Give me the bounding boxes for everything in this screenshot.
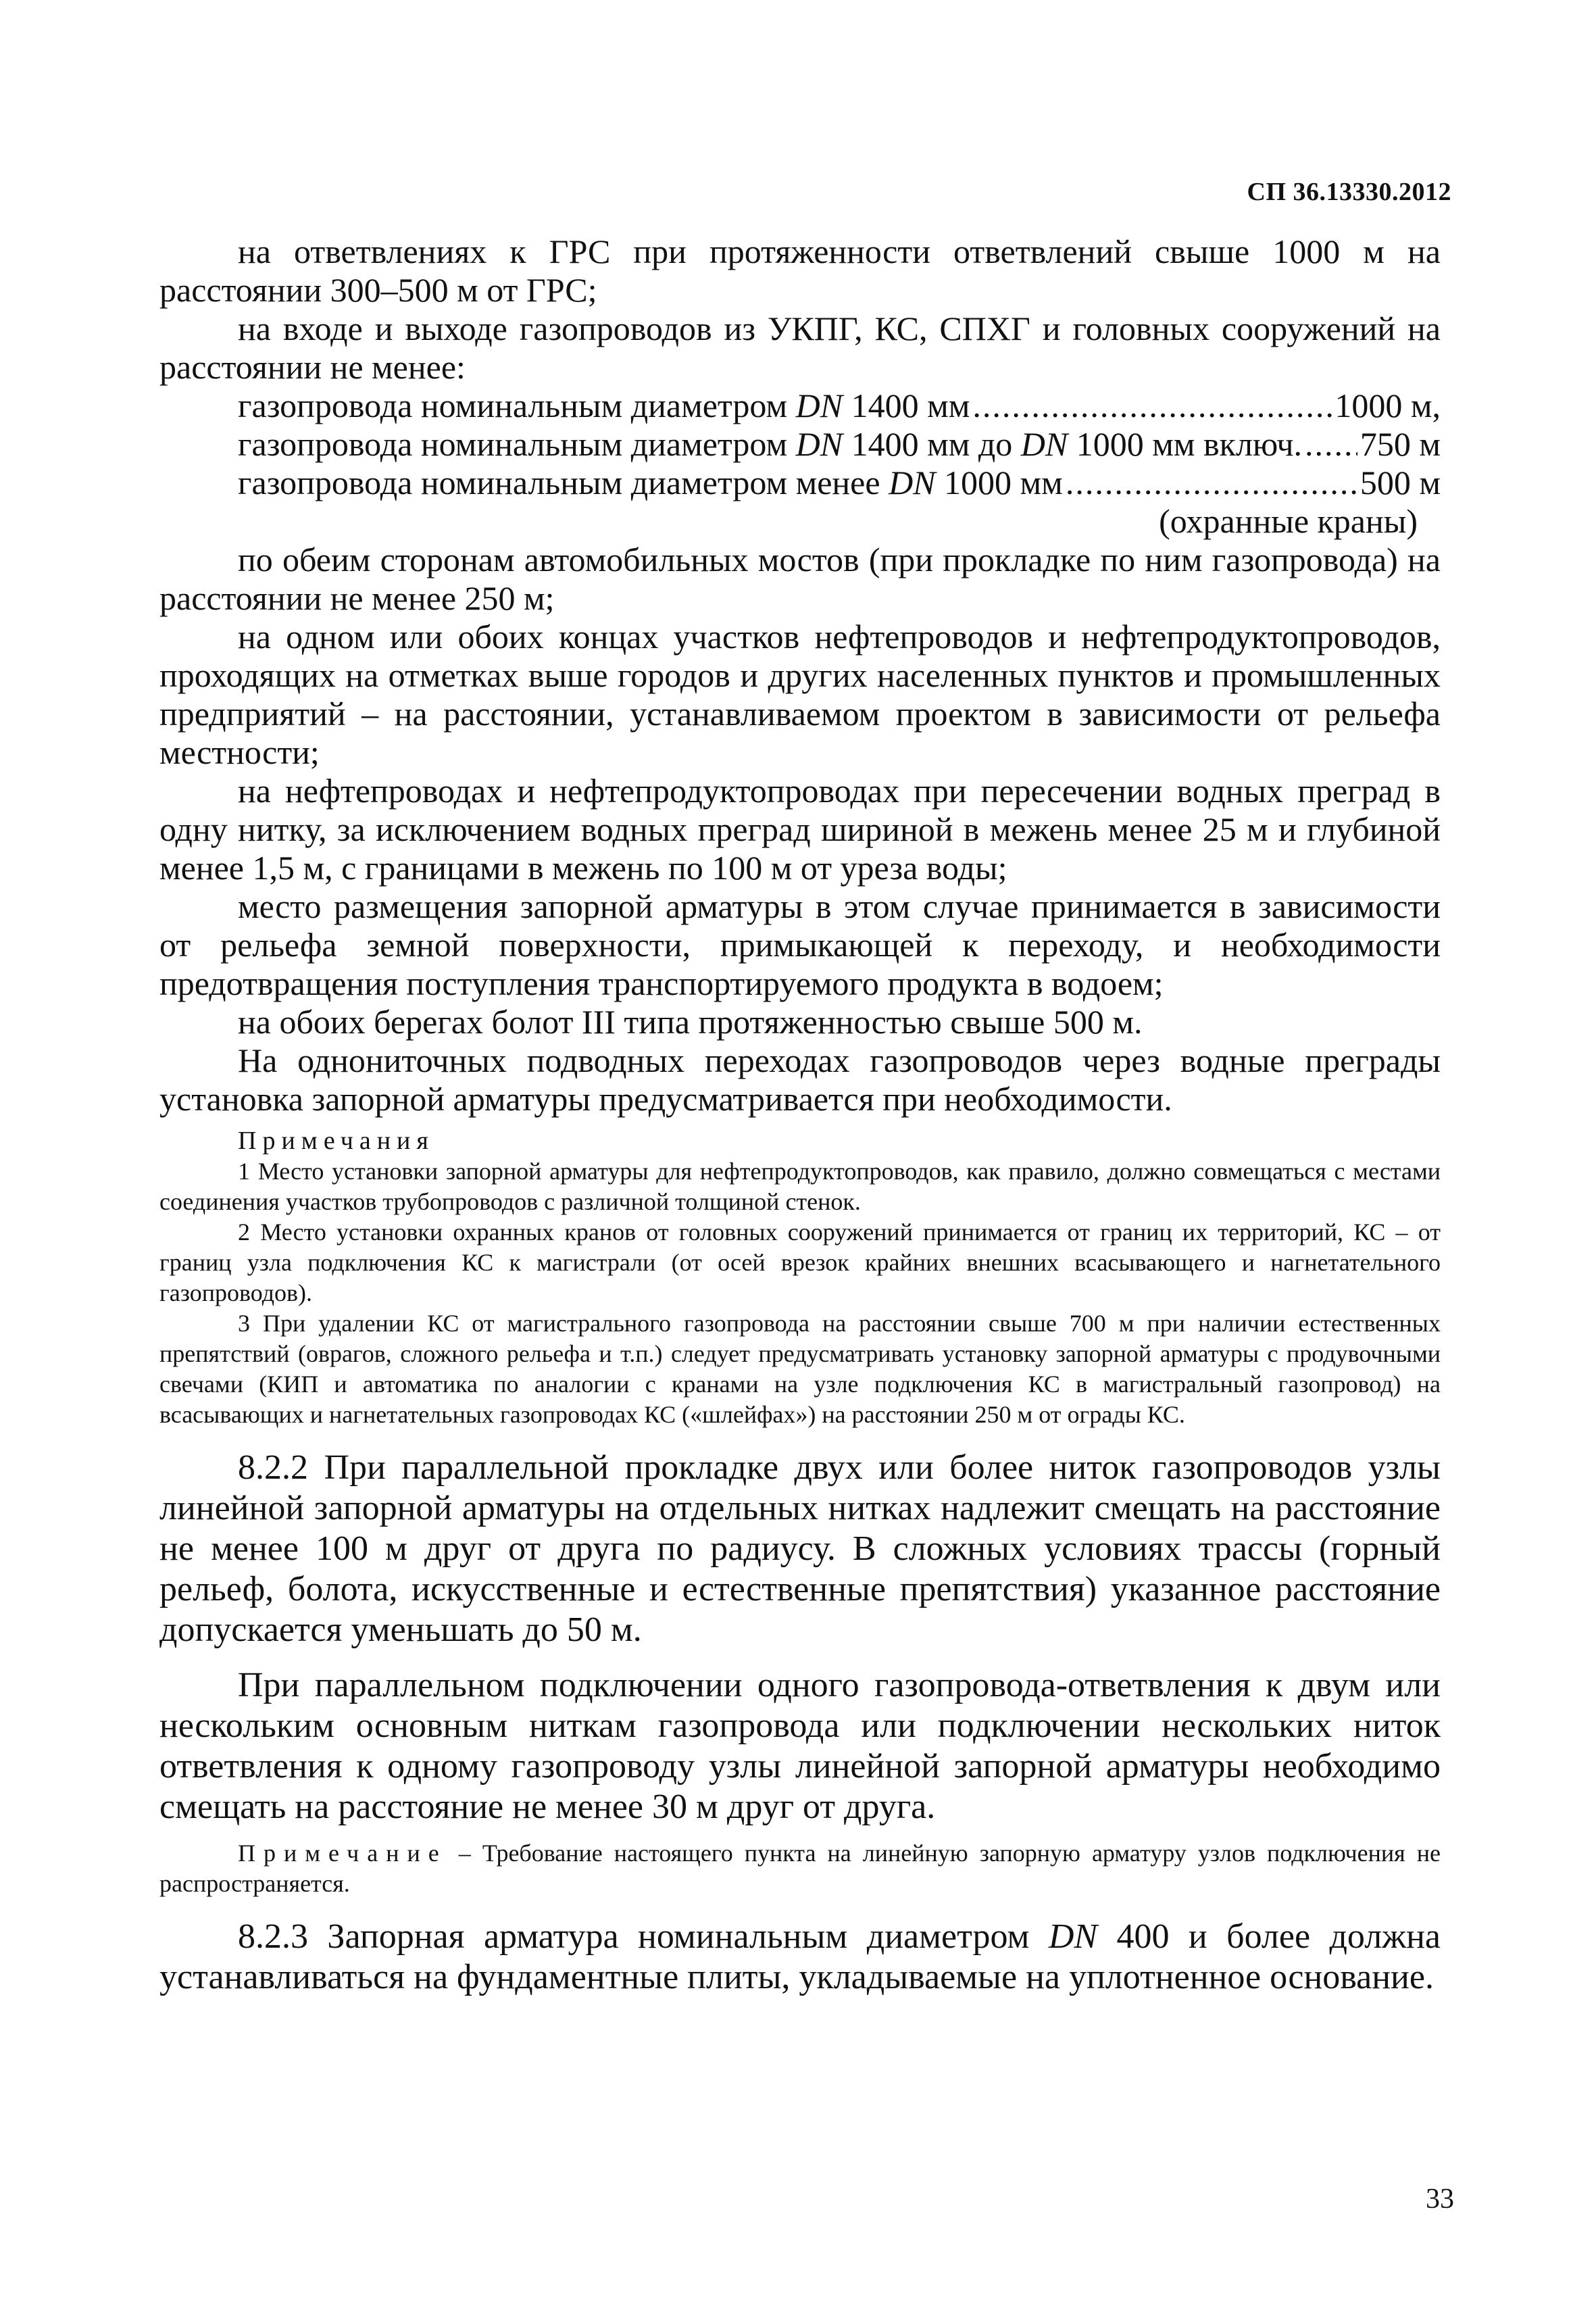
main-text <box>159 232 1441 1998</box>
note-text: – Требование настоящего пункта на линейную запорную арматуру узлов подключения не распространяется. <box>159 1840 1441 1897</box>
paragraph: При параллельном подключении одного газопровода-ответвления к двум или нескольким основным ниткам газопровода или подключении нескольких ниток ответвления к одному газопроводу узлы линейной запорной арматуры необходимо смещать на расстояние не менее 30 м друг от друга. <box>159 1666 1441 1826</box>
row-value: 500 м <box>1360 464 1441 501</box>
note-3: 3 При удалении КС от магистрального газопровода на расстоянии свыше 700 м при наличии естественных препятствий (оврагов, сложного рельефа и т.п.) следует предусматривать установку запорной арматуры с продувочными свечами (КИП и автоматика по аналогии с кранами на узле подключения КС в магистральный газопровод) на всасывающих и нагнетательных газопроводах КС («шлейфах») на расстоянии 250 м от ограды КС. <box>159 1310 1441 1428</box>
row-label: газопровода номинальным диаметром DN 1400 мм <box>238 387 970 424</box>
paragraph: На однониточных подводных переходах газопроводов через водные преграды установка запорной арматуры предусматривается при необходимости. <box>159 1041 1441 1118</box>
distance-row-1 <box>159 387 1441 425</box>
notes-heading: Примечания <box>238 1127 434 1155</box>
row-value: 1000 м, <box>1335 387 1441 424</box>
section-note <box>159 1838 1441 1899</box>
note-label: Примечание <box>238 1840 447 1867</box>
distance-row-2 <box>159 425 1441 464</box>
paragraph: по обеим сторонам автомобильных мостов (при прокладке по ним газопровода) на расстоянии не менее 250 м; <box>159 541 1441 617</box>
row-note: (охранные краны) <box>1159 502 1418 540</box>
dot-leader <box>1305 425 1357 464</box>
paragraph: на ответвлениях к ГРС при протяженности ответвлений свыше 1000 м на расстоянии 300–500 м от ГРС; <box>159 232 1441 309</box>
paragraph: на одном или обоих концах участков нефтепроводов и нефтепродуктопроводов, проходящих на отметках выше городов и других населенных пунктов и промышленных предприятий – на расстоянии, устанавливаемом проектом в зависимости от рельефа местности; <box>159 618 1441 771</box>
paragraph: на входе и выходе газопроводов из УКПГ, КС, СПХГ и головных сооружений на расстоянии не менее: <box>159 310 1441 386</box>
paragraph: 8.2.3 Запорная арматура номинальным диаметром DN 400 и более должна устанавливаться на фундаментные плиты, укладываемые на уплотненное основание. <box>159 1917 1441 1996</box>
note-1: 1 Место установки запорной арматуры для нефтепродуктопроводов, как правило, должно совмещаться с местами соединения участков трубопроводов с различной толщиной стенок. <box>159 1158 1441 1215</box>
paragraph: место размещения запорной арматуры в этом случае принимается в зависимости от рельефа земной поверхности, примыкающей к переходу, и необходимости предотвращения поступления транспортируемого продукта в водоем; <box>159 887 1441 1002</box>
note-2: 2 Место установки охранных кранов от головных сооружений принимается от границ их территорий, КС – от границ узла подключения КС к магистрали (от осей врезок крайних внешних всасывающего и нагнетательного газопроводов). <box>159 1218 1441 1306</box>
page-number: 33 <box>1426 2184 1454 2215</box>
row-label: газопровода номинальным диаметром менее DN 1000 мм <box>238 464 1063 501</box>
row-value: 750 м <box>1360 425 1441 463</box>
dot-leader <box>972 387 1332 425</box>
paragraph: на нефтепроводах и нефтепродуктопроводах при пересечении водных преград в одну нитку, за исключением водных преград шириной в межень менее 25 м и глубиной менее 1,5 м, с границами в межень по 100 м от уреза воды; <box>159 772 1441 887</box>
paragraph: на обоих берегах болот III типа протяженностью свыше 500 м. <box>238 1003 1143 1041</box>
section-8-2-2 <box>159 1448 1441 1899</box>
paragraph: 8.2.2 При параллельной прокладке двух или более ниток газопроводов узлы линейной запорной арматуры на отдельных нитках надлежит смещать на расстояние не менее 100 м друг от друга по радиусу. В сложных условиях трассы (горный рельеф, болота, искусственные и естественные препятствия) указанное расстояние допускается уменьшать до 50 м. <box>159 1448 1441 1649</box>
document-code: СП 36.13330.2012 <box>1247 178 1451 206</box>
dot-leader <box>1066 464 1357 502</box>
distance-row-3 <box>159 464 1441 502</box>
row-label: газопровода номинальным диаметром DN 1400 мм до DN 1000 мм включ. <box>238 425 1302 463</box>
section-8-2-3 <box>159 1917 1441 1998</box>
